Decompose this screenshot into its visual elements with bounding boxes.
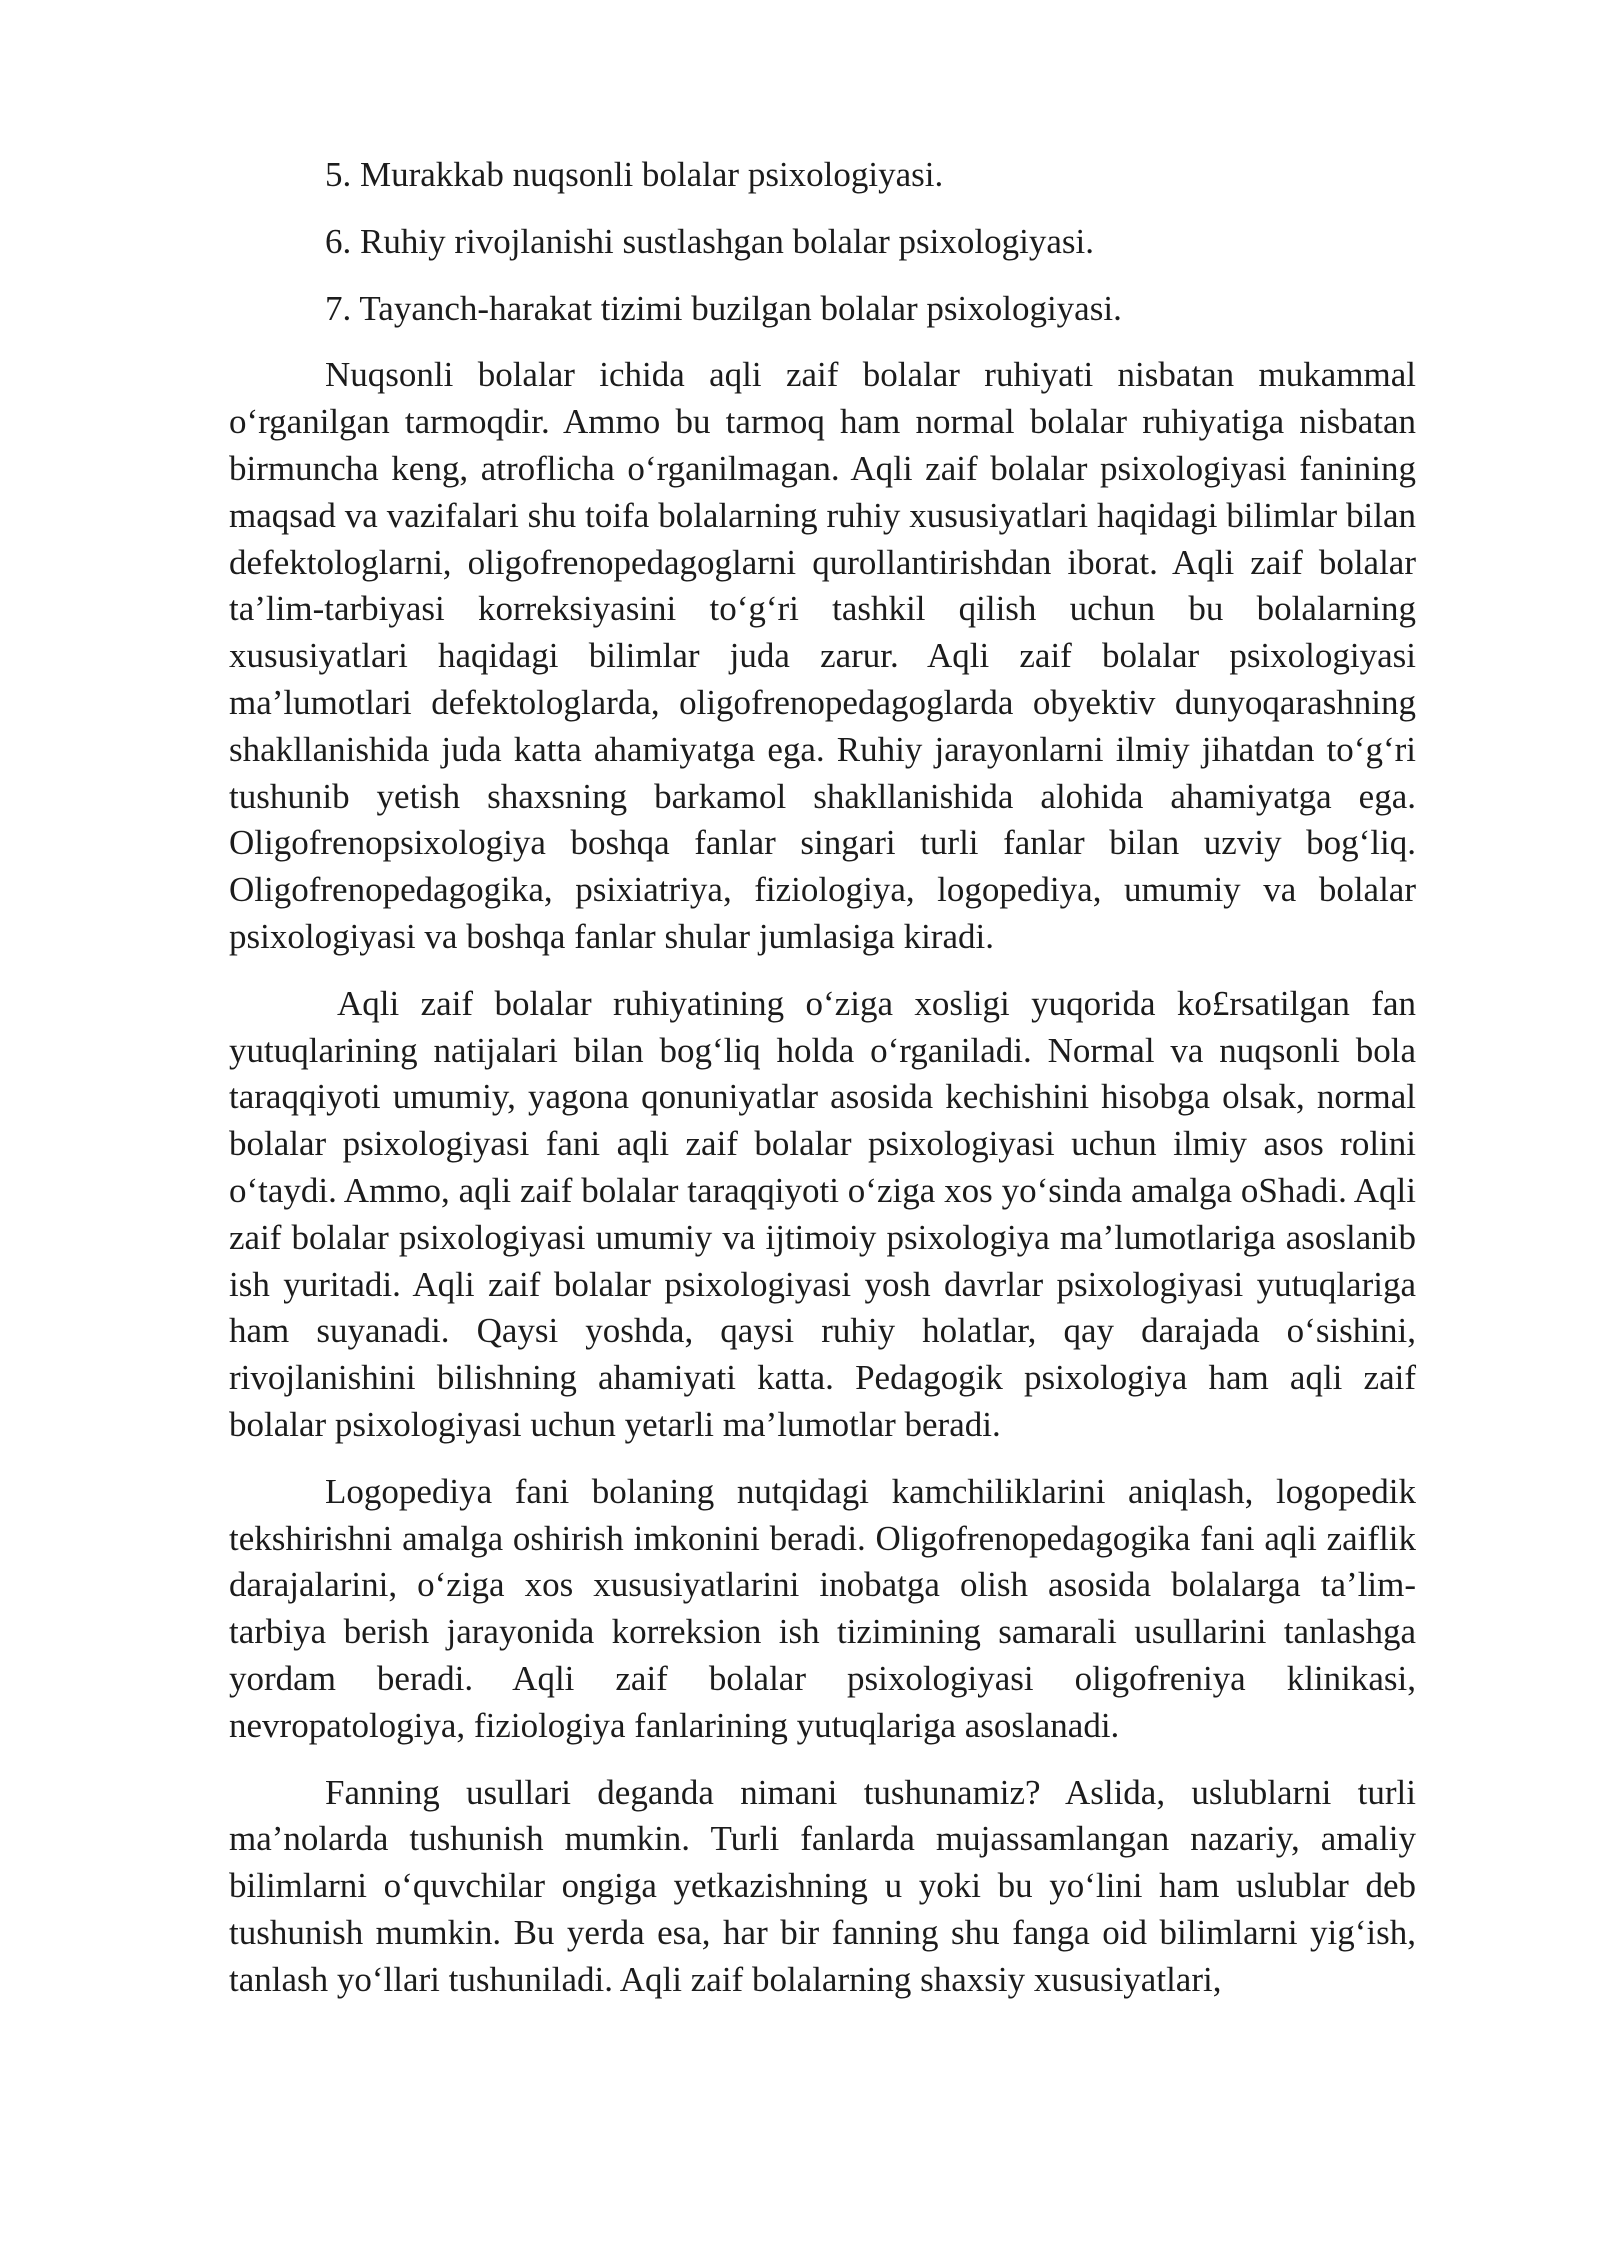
paragraph: Nuqsonli bolalar ichida aqli zaif bolalar ruhiyati nisbatan mukammal o‘rganilgan tarmoqdir. Ammo bu tarmoq ham normal bolalar ruhiyatiga nisbatan birmuncha keng, atroflicha o‘rganilmagan. Aqli zaif bolalar psixologiyasi fanining maqsad va vazifalari shu toifa bolalarning ruhiy xususiyatlari haqidagi bilimlar bilan defektologlarni, oligofrenopedagoglarni qurollantirishdan iborat. Aqli zaif bolalar ta’lim-tarbiyasi korreksiyasini to‘g‘ri tashkil qilish uchun bu bolalarning xususiyatlari haqidagi bilimlar juda zarur. Aqli zaif bolalar psixologiyasi ma’lumotlari defektologlarda, oligofrenopedagoglarda obyektiv dunyoqarashning shakllanishida juda katta ahamiyatga ega. Ruhiy jarayonlarni ilmiy jihatdan to‘g‘ri tushunib yetish shaxsning barkamol shakllanishida alohida ahamiyatga ega. Oligofrenopsixologiya boshqa fanlar singari turli fanlar bilan uzviy bog‘liq. Oligofrenopedagogika, psixiatriya, fiziologiya, logopediya, umumiy va bolalar psixologiyasi va boshqa fanlar shular jumlasiga kiradi. xyxy=(229,355,1416,956)
page-body xyxy=(229,152,1416,2023)
paragraph: Fanning usullari deganda nimani tushunamiz? Aslida, uslublarni turli ma’nolarda tushunish mumkin. Turli fanlarda mujassamlangan nazariy, amaliy bilimlarni o‘quvchilar ongiga yetkazishning u yoki bu yo‘lini ham uslublar deb tushunish mumkin. Bu yerda esa, har bir fanning shu fanga oid bilimlarni yig‘ish, tanlash yo‘llari tushuniladi. Aqli zaif bolalarning shaxsiy xususiyatlari, xyxy=(229,1772,1416,1999)
list-item: 7. Tayanch-harakat tizimi buzilgan bolalar psixologiyasi. xyxy=(325,288,1122,328)
list-item: 5. Murakkab nuqsonli bolalar psixologiyasi. xyxy=(325,155,944,194)
paragraph: Logopediya fani bolaning nutqidagi kamchiliklarini aniqlash, logopedik tekshirishni amalga oshirish imkonini beradi. Oligofrenopedagogika fani aqli zaiflik darajalarini, o‘ziga xos xususiyatlarini inobatga olish asosida bolalarga ta’lim-tarbiya berish jarayonida korreksion ish tizimining samarali usullarini tanlashga yordam beradi. Aqli zaif bolalar psixologiyasi oligofreniya klinikasi, nevropatologiya, fiziologiya fanlarining yutuqlariga asoslanadi. xyxy=(229,1471,1416,1745)
paragraph: Aqli zaif bolalar ruhiyatining o‘ziga xosligi yuqorida ko£rsatilgan fan yutuqlarining natijalari bilan bog‘liq holda o‘rganiladi. Normal va nuqsonli bola taraqqiyoti umumiy, yagona qonuniyatlar asosida kechishini hisobga olsak, normal bolalar psixologiyasi fani aqli zaif bolalar psixologiyasi uchun ilmiy asos rolini o‘taydi. Ammo, aqli zaif bolalar taraqqiyoti o‘ziga xos yo‘sinda amalga oShadi. Aqli zaif bolalar psixologiyasi umumiy va ijtimoiy psixologiya ma’lumotlariga asoslanib ish yuritadi. Aqli zaif bolalar psixologiyasi yosh davrlar psixologiyasi yutuqlariga ham suyanadi. Qaysi yoshda, qaysi ruhiy holatlar, qay darajada o‘sishini, rivojlanishini bilishning ahamiyati katta. Pedagogik psixologiya ham aqli zaif bolalar psixologiyasi uchun yetarli ma’lumotlar beradi. xyxy=(229,983,1416,1444)
list-item: 6. Ruhiy rivojlanishi sustlashgan bolalar psixologiyasi. xyxy=(325,221,1094,261)
